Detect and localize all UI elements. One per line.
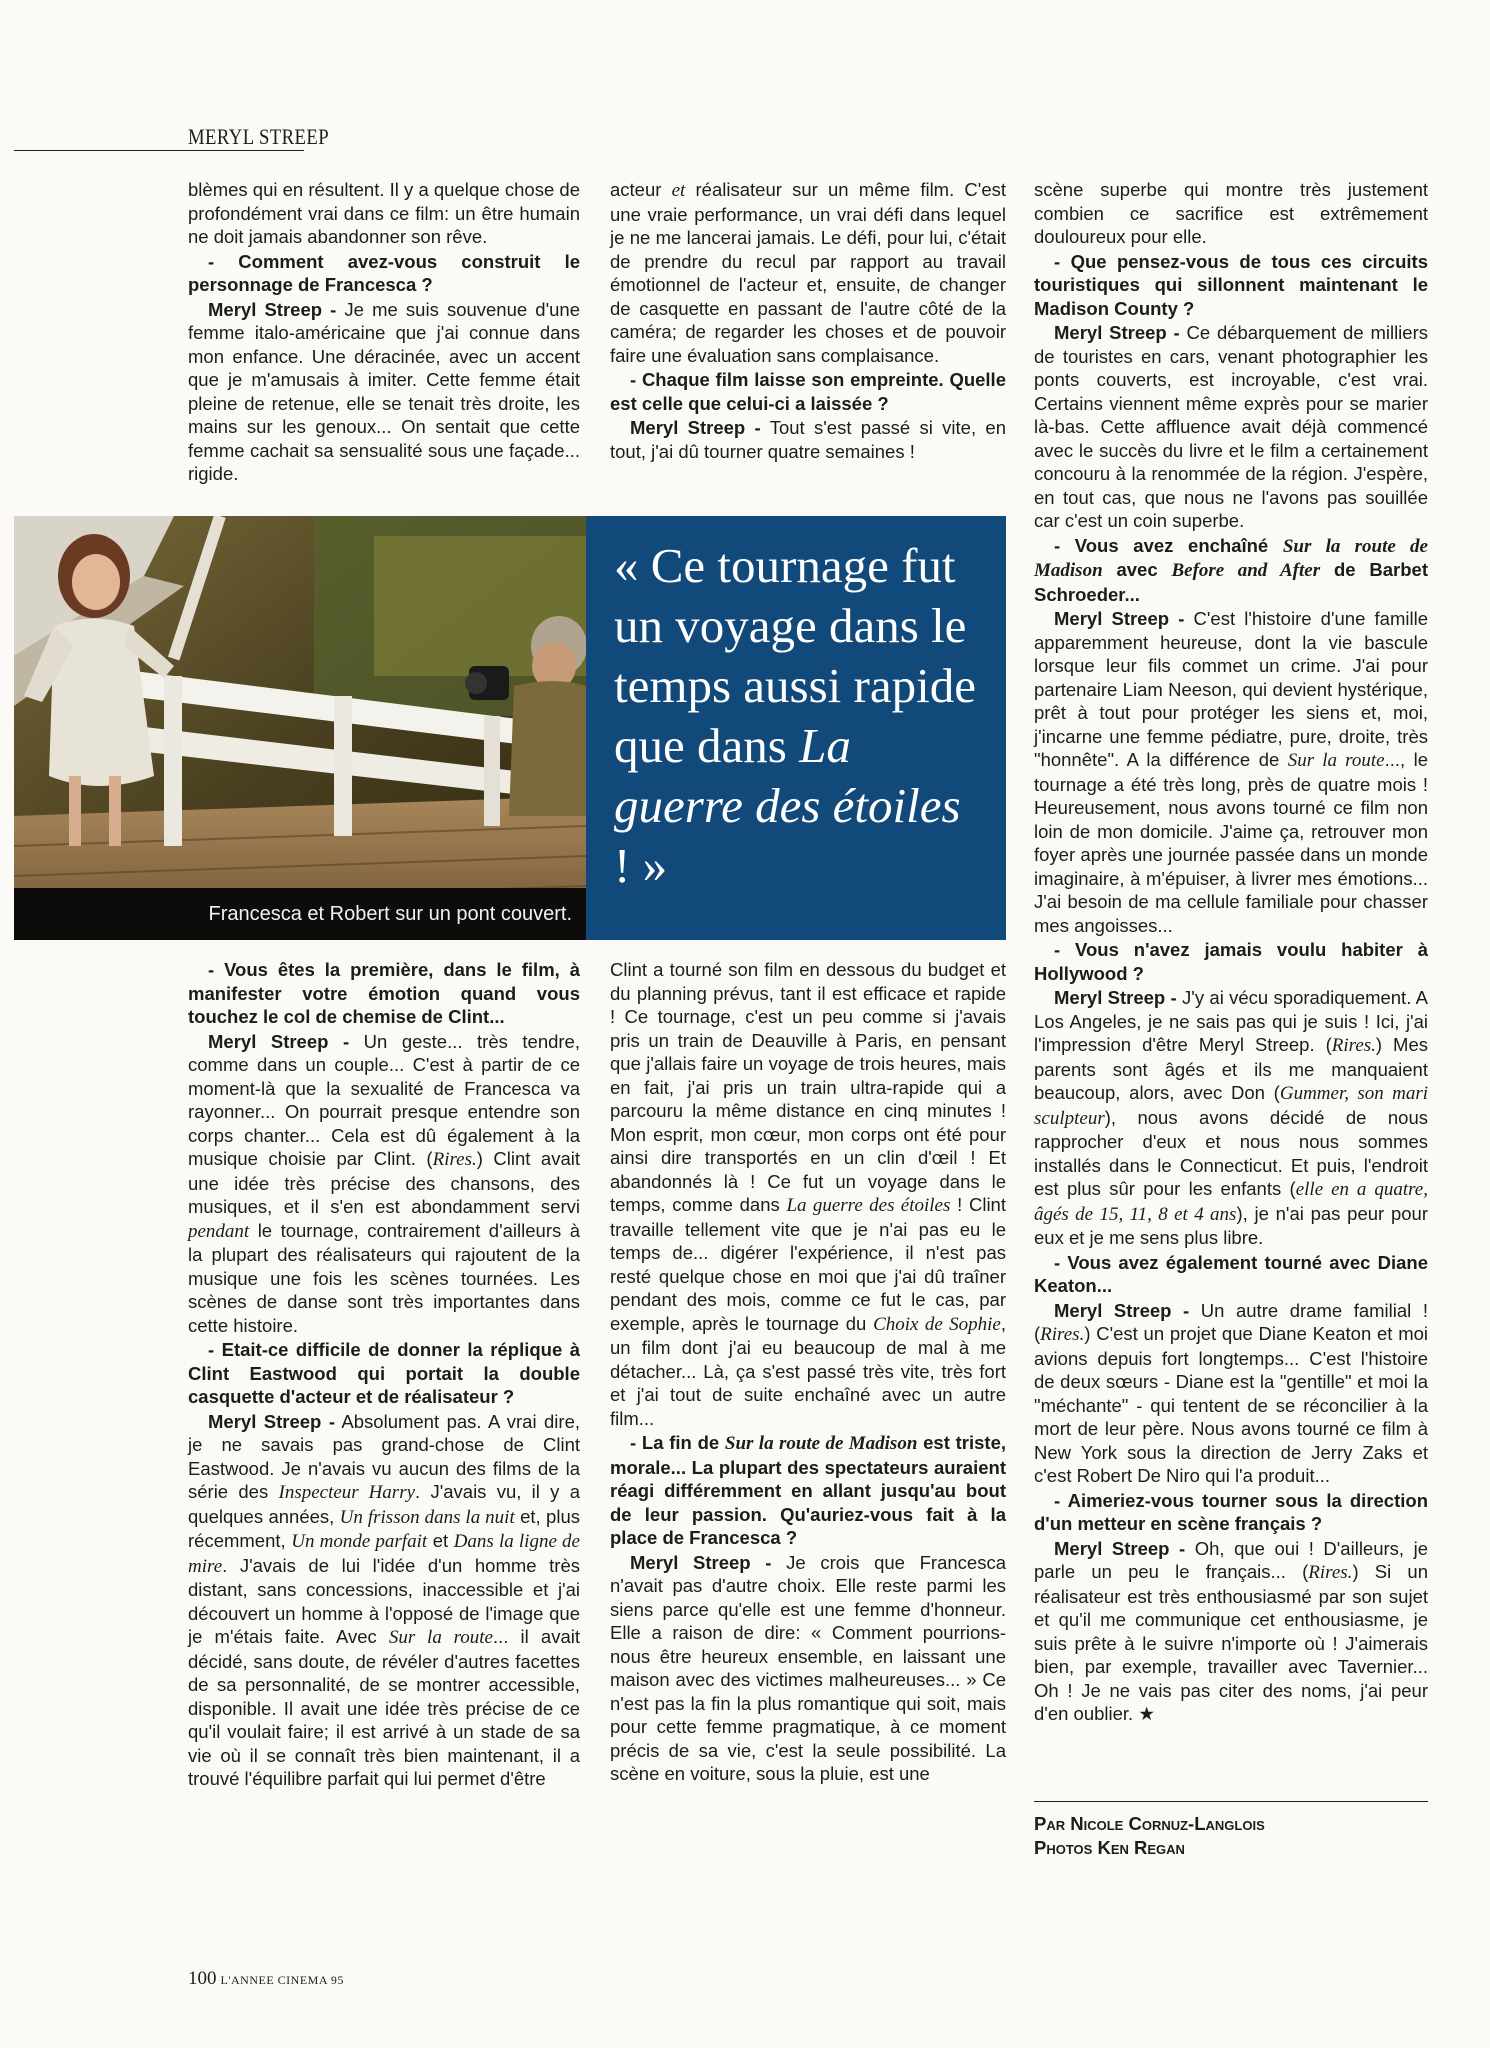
answer: Meryl Streep - Je me suis souvenue d'une femme italo-américaine que j'ai connue dans mon enfance. Une déracinée, avec un accent que je m'amusais à imiter. Cette femme était pleine de retenue, elle se tenait très droite, les mains sur les genoux... On sentait que cette femme cachait sa sensualité sous une façade... rigide. xyxy=(188,298,580,484)
speaker: Meryl Streep - xyxy=(208,298,337,320)
question: - Vous avez également tourné avec Diane Keaton... xyxy=(1034,1251,1428,1296)
byline xyxy=(1034,1812,1265,1860)
byline-author: Par Nicole Cornuz-Langlois xyxy=(1034,1813,1265,1834)
speaker: Meryl Streep - xyxy=(1054,1537,1186,1559)
speaker: Meryl Streep - xyxy=(208,1410,335,1432)
answer: Meryl Streep - C'est l'histoire d'une famille apparemment heureuse, dont la vie bascule lorsque leur fils commet un crime. J'ai pour partenaire Liam Neeson, qui devient hystérique, prêt à tout pour protéger les siens et, moi, j'incarne une femme pédiatre, pure, droite, très "honnête". A la différence de Sur la route..., le tournage a été très long, près de quatre mois ! Heureusement, nous avons tourné ce film non loin de mon domicile. J'aime ça, retrouver mon foyer après une journée passée dans un monde imaginaire, à m'épuiser, à livrer mes émotions... J'ai besoin de ma cellule familiale pour chasser mes angoisses... xyxy=(1034,608,1429,936)
paragraph: blèmes qui en résultent. Il y a quelque chose de profondément vrai dans ce film: un être humain ne doit jamais abandonner son rêve. xyxy=(188,179,580,247)
question: - Vous êtes la première, dans le film, à manifester votre émotion quand vous touchez le col de chemise de Clint... xyxy=(188,959,580,1027)
speaker: Meryl Streep - xyxy=(630,1551,772,1573)
answer: Meryl Streep - J'y ai vécu sporadiquement. A Los Angeles, je ne sais pas qui je suis ! Ici, j'ai l'impression d'être Meryl Streep. (Rires.) Mes parents sont âgés et ils me manquaient beaucoup, alors, avec Don (Gummer, son mari sculpteur), nous avons décidé de nous rapprocher d'eux et nous nous sommes installés dans le Connecticut. Et puis, l'endroit est plus sûr pour les enfants (elle en a quatre, âgés de 15, 11, 8 et 4 ans), je n'ai pas peur pour eux et je me sens plus libre. xyxy=(1034,987,1428,1248)
answer: Meryl Streep - Un autre drame familial ! (Rires.) C'est un projet que Diane Keaton et moi avions depuis fort longtemps... C'est l'histoire de deux sœurs - Diane est la "gentille" et moi la "méchante" - qui tentent de se réconcilier à la mort de leur père. Nous avons tourné ce film à New York sous la direction de Jerry Zaks et c'est Robert De Niro qui l'a produit... xyxy=(1034,1299,1428,1486)
photo-image xyxy=(14,516,586,940)
question: - Comment avez-vous construit le personnage de Francesca ? xyxy=(188,250,580,295)
column-2-bottom xyxy=(610,958,1006,1786)
column-1-bottom xyxy=(188,958,580,1791)
column-2-top xyxy=(610,178,1006,463)
answer: Meryl Streep - Oh, que oui ! D'ailleurs, je parle un peu le français... (Rires.) Si un réalisateur est très enthousiasmé par son sujet et qu'il me communique cet enthousiasme, je suis prête à le suivre n'importe où ! J'aimerais bien, par exemple, travailler avec Tavernier... Oh ! Je ne vais pas citer des noms, j'ai peur d'en oublier. ★ xyxy=(1034,1537,1428,1724)
answer: Meryl Streep - Je crois que Francesca n'avait pas d'autre choix. Elle reste parmi les siens parce qu'elle est une femme d'honneur. Elle a raison de dire: « Comment pourrions-nous être heureux ensemble, en laissant une maison avec des victimes malheureuses... » Ce n'est pas la fin la plus romantique qui soit, mais pour cette femme pragmatique, à ce moment précis de sa vie, c'est la seule possibilité. La scène en voiture, sous la pluie, est une xyxy=(610,1551,1006,1784)
paragraph: Clint a tourné son film en dessous du budget et du planning prévus, tant il est efficace et rapide ! Ce tournage, c'est un peu comme si j'avais pris un train de Deauville à Paris, en pensant que j'allais faire un voyage de trois heures, mais en fait, j'ai pris un train ultra-rapide qui a parcouru la même distance en cinq minutes ! Mon esprit, mon cœur, mon corps ont été pour ainsi dire transportés en un clin d'œil ! Et abandonnés là ! Ce fut un voyage dans le temps, comme dans La guerre des étoiles ! Clint travaille tellement vite que je n'ai pas eu le temps de... digérer l'expérience, il n'est pas resté quelque chose en moi que j'ai dû traîner pendant des mois, comme ce fut le cas, par exemple, après le tournage du Choix de Sophie, un film dont j'ai eu beaucoup de mal à me détacher... Là, ça s'est passé très vite, très fort et j'ai tout de suite enchaîné avec un autre film... xyxy=(610,959,1006,1429)
speaker: Meryl Streep - xyxy=(1054,608,1185,629)
column-1-top xyxy=(188,178,580,486)
answer: Meryl Streep - Absolument pas. A vrai dire, je ne savais pas grand-chose de Clint Eastwood. Je n'avais vu aucun des films de la série des Inspecteur Harry. J'avais vu, il y a quelques années, Un frisson dans la nuit et, plus récemment, Un monde parfait et Dans la ligne de mire. J'avais de lui l'idée d'un homme très distant, sans concessions, inaccessible et j'ai découvert un homme à l'opposé de l'image que je m'étais faite. Avec Sur la route... il avait décidé, sans doute, de révéler d'autres facettes de sa personnalité, de se montrer accessible, disponible. Il avait une idée très précise de ce qu'il voulait faire; il est arrivé à un stade de sa vie où il se connaît très bien maintenant, il a trouvé l'équilibre parfait qui lui permet d'être xyxy=(188,1410,580,1789)
question: - Vous avez enchaîné Sur la route de Madison avec Before and After de Barbet Schroeder... xyxy=(1034,534,1428,605)
photo xyxy=(14,516,586,940)
speaker: Meryl Streep - xyxy=(1054,987,1177,1008)
question: - Que pensez-vous de tous ces circuits touristiques qui sillonnent maintenant le Madison County ? xyxy=(1034,250,1428,319)
photo-caption: Francesca et Robert sur un pont couvert. xyxy=(14,888,586,940)
page-number: 100 xyxy=(188,1968,217,1989)
question: - Aimeriez-vous tourner sous la direction d'un metteur en scène français ? xyxy=(1034,1489,1428,1534)
speaker: Meryl Streep - xyxy=(630,417,761,438)
paragraph: acteur et réalisateur sur un même film. C'est une vraie performance, un vrai défi dans lequel je ne me lancerai jamais. Le défi, pour lui, c'était de prendre du recul par rapport au travail émotionnel de l'acteur et, ensuite, de changer de casquette en passant de l'autre côté de la caméra; de regarder les choses et de pouvoir faire une évaluation sans complaisance. xyxy=(610,179,1006,366)
question: - La fin de Sur la route de Madison est triste, morale... La plupart des spectateurs auraient réagi différemment en allant jusqu'au bout de leur passion. Qu'auriez-vous fait à la place de Francesca ? xyxy=(610,1432,1006,1548)
answer: Meryl Streep - Ce débarquement de milliers de touristes en cars, venant photographier les ponts couverts, est incroyable, c'est vrai. Certains viennent même exprès pour se marier là-bas. Cette affluence avait déjà commencé avec le succès du livre et le film a certainement concouru à la renommée de la région. J'espère, en tout cas, que nous ne l'avons pas souillée car c'est un coin superbe. xyxy=(1034,322,1428,531)
answer: Meryl Streep - Un geste... très tendre, comme dans un couple... C'est à partir de ce moment-là que la sexualité de Francesca va rayonner... On pourrait presque entendre son corps chanter... Cela est dû également à la musique choisie par Clint. (Rires.) Clint avait une idée très précise des chansons, des musiques, et il s'en est abondamment servi pendant le tournage, contrairement d'ailleurs à la plupart des réalisateurs qui rajoutent de la musique une fois les scènes tournées. Les scènes de danse sont très importantes dans cette histoire. xyxy=(188,1030,581,1336)
magazine-name: L'ANNEE CINEMA 95 xyxy=(220,1973,344,1987)
byline-photos: Photos Ken Regan xyxy=(1034,1837,1185,1858)
question: - Chaque film laisse son empreinte. Quelle est celle que celui-ci a laissée ? xyxy=(610,369,1006,414)
answer: Meryl Streep - Tout s'est passé si vite, en tout, j'ai dû tourner quatre semaines ! xyxy=(610,417,1006,462)
running-head: MERYL STREEP xyxy=(188,124,330,149)
speaker: Meryl Streep - xyxy=(1054,1299,1190,1321)
paragraph: scène superbe qui montre très justement combien ce sacrifice est extrêmement douloureux pour elle. xyxy=(1034,179,1428,247)
byline-rule xyxy=(1034,1801,1428,1802)
question: - Vous n'avez jamais voulu habiter à Hollywood ? xyxy=(1034,939,1428,984)
page-folio xyxy=(188,1968,344,1990)
pull-quote: « Ce tournage fut un voyage dans le temps aussi rapide que dans La guerre des étoiles ! » xyxy=(586,516,1006,940)
speaker: Meryl Streep - xyxy=(208,1030,350,1052)
column-3 xyxy=(1034,178,1428,1726)
header-rule xyxy=(14,150,304,151)
question: - Etait-ce difficile de donner la réplique à Clint Eastwood qui portait la double casquette d'acteur et de réalisateur ? xyxy=(188,1339,580,1407)
speaker: Meryl Streep - xyxy=(1054,322,1180,343)
